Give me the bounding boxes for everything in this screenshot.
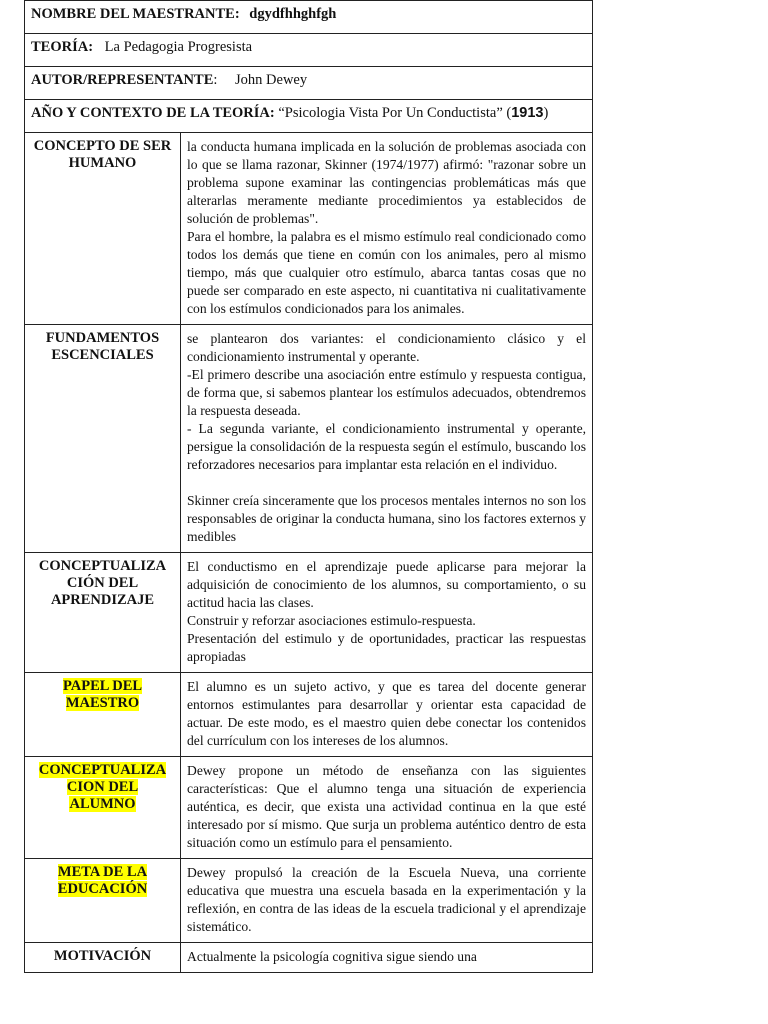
teoria-row <box>25 34 593 67</box>
meta-label-line-2: EDUCACIÓN <box>57 881 148 897</box>
alumno-label <box>25 757 181 859</box>
ano-cell <box>25 100 593 133</box>
aprendizaje-paragraph-3: Presentación del estimulo y de oportunidades, practicar las respuestas apropiadas <box>187 631 586 664</box>
fundamentos-row <box>25 325 593 553</box>
teoria-cell <box>25 34 593 67</box>
concepto-paragraph-2: Para el hombre, la palabra es el mismo estímulo real condicionado como todos los demás que tiene en común con los animales, pero al mismo tiempo, más que cualquier otro estímulo, abarca tantas cosas que no puede ser comparado en este aspecto, ni cuantitativa ni cualitativamente con los estímulos condicionados para los animales. <box>187 229 586 316</box>
fundamentos-paragraph-2: -El primero describe una asociación entre estímulo y respuesta contigua, de forma que, si sabemos plantear los estímulos adecuados, obtendremos la respuesta deseada. <box>187 367 586 418</box>
aprendizaje-paragraph-2: Construir y reforzar asociaciones estimulo-respuesta. <box>187 613 476 628</box>
fundamentos-paragraph-1: se plantearon dos variantes: el condicionamiento clásico y el condicionamiento instrumental y operante. <box>187 331 586 364</box>
autor-cell <box>25 67 593 100</box>
maestro-label-line-1: PAPEL DEL <box>62 678 143 694</box>
maestrante-label: NOMBRE DEL MAESTRANTE: <box>31 6 240 22</box>
meta-label-line-1: META DE LA <box>57 864 148 880</box>
aprendizaje-label-text: CONCEPTUALIZA CIÓN DEL APRENDIZAJE <box>38 558 167 608</box>
aprendizaje-row <box>25 553 593 673</box>
alumno-label-line-3: ALUMNO <box>69 796 136 812</box>
ano-label: AÑO Y CONTEXTO DE LA TEORÍA: <box>31 105 275 121</box>
concepto-label-text: CONCEPTO DE SER HUMANO <box>33 138 172 171</box>
teoria-value: La Pedagogia Progresista <box>104 39 253 55</box>
ano-close: ) <box>543 105 549 121</box>
concepto-content <box>181 133 593 325</box>
autor-label: AUTOR/REPRESENTANTE <box>31 72 214 88</box>
concepto-row <box>25 133 593 325</box>
maestro-paragraph-1: El alumno es un sujeto activo, y que es tarea del docente generar entornos estimulantes para desarrollar y orientar esta capacidad de actuar. De este modo, es el maestro quien debe conectar los contenidos del currículum con los intereses de los alumnos. <box>187 679 586 748</box>
maestro-row <box>25 673 593 757</box>
alumno-paragraph-1: Dewey propone un método de enseñanza con las siguientes características: Que el alumno tenga una situación de experiencia auténtica, es decir, que exista una actividad continua en la que esté interesado por sí mismo. Que surja un problema auténtico dentro de esta situación como un estímulo para el pensamiento. <box>187 763 586 850</box>
autor-row <box>25 67 593 100</box>
fundamentos-label <box>25 325 181 553</box>
motivacion-label <box>25 943 181 973</box>
fundamentos-paragraph-3: - La segunda variante, el condicionamiento instrumental y operante, persigue la consolidación de la respuesta según el estímulo, buscando los reforzadores necesarios para implantar esta relación en el individuo. <box>187 421 586 472</box>
fundamentos-paragraph-4: Skinner creía sinceramente que los procesos mentales internos no son los responsables de originar la conducta humana, sino los factores externos y medibles <box>187 493 587 544</box>
autor-value: John Dewey <box>235 72 308 88</box>
concepto-paragraph-1: la conducta humana implicada en la solución de problemas asociada con lo que se llama razonar, Skinner (1974/1977) afirmó: "razonar sobre un problema supone examinar las contingencias problemáticas más que alterarlas meramente mediante procedimientos ya establecidos de solución de problemas". <box>187 139 586 226</box>
maestro-content <box>181 673 593 757</box>
maestrante-row <box>25 1 593 34</box>
meta-label <box>25 859 181 943</box>
alumno-row <box>25 757 593 859</box>
ano-row <box>25 100 593 133</box>
blank-line <box>187 474 586 492</box>
fundamentos-label-text: FUNDAMENTOS ESCENCIALES <box>45 330 160 363</box>
meta-content <box>181 859 593 943</box>
meta-paragraph-1: Dewey propulsó la creación de la Escuela Nueva, una corriente educativa que muestra una escuela basada en la experimentación y la reflexión, en contra de las ideas de la escuela tradicional y el aprendizaje sistemático. <box>187 865 586 934</box>
meta-row <box>25 859 593 943</box>
ano-value: “Psicologia Vista Por Un Conductista” ( <box>278 105 512 121</box>
teoria-label: TEORÍA: <box>31 39 94 55</box>
theory-table <box>24 0 593 973</box>
concepto-label <box>25 133 181 325</box>
aprendizaje-paragraph-1: El conductismo en el aprendizaje puede aplicarse para mejorar la adquisición de conocimiento de los alumnos, su comportamiento, o su actitud hacia las clases. <box>187 559 586 610</box>
motivacion-label-text: MOTIVACIÓN <box>53 948 152 964</box>
motivacion-paragraph-1: Actualmente la psicología cognitiva sigue siendo una <box>187 949 477 964</box>
maestrante-cell <box>25 1 593 34</box>
fundamentos-content <box>181 325 593 553</box>
aprendizaje-label <box>25 553 181 673</box>
alumno-content <box>181 757 593 859</box>
alumno-label-line-1: CONCEPTUALIZA <box>38 762 167 778</box>
maestro-label <box>25 673 181 757</box>
motivacion-row <box>25 943 593 973</box>
alumno-label-line-2: CION DEL <box>66 779 139 795</box>
aprendizaje-content <box>181 553 593 673</box>
autor-separator: : <box>213 72 218 88</box>
motivacion-content <box>181 943 593 973</box>
maestro-label-line-2: MAESTRO <box>65 695 140 711</box>
ano-year: 1913 <box>511 105 544 121</box>
maestrante-value: dgydfhhghfgh <box>249 6 337 22</box>
